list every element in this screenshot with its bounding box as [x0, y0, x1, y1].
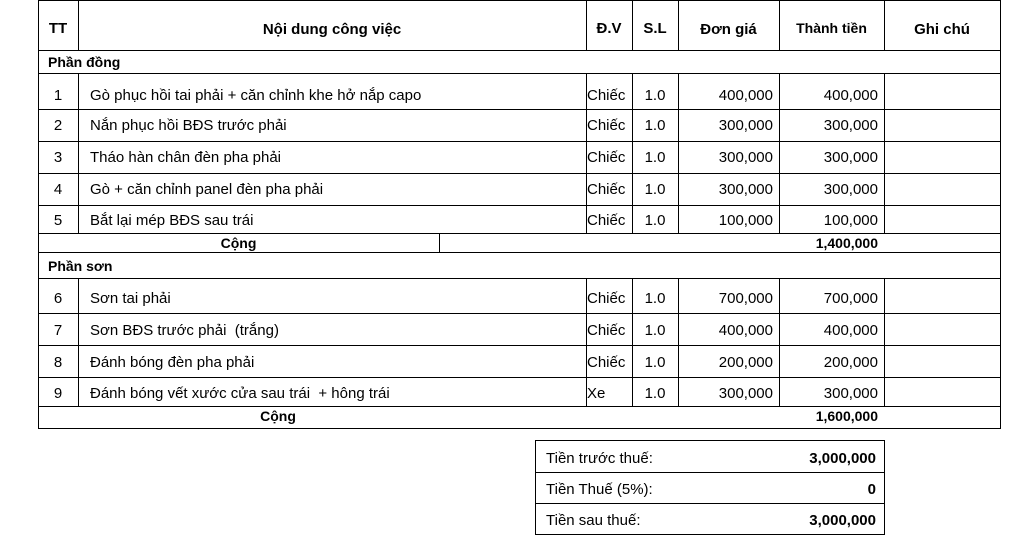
- col-divider: [78, 73, 79, 233]
- tax-value: 0: [867, 481, 876, 498]
- row-unit: Chiếc: [587, 354, 626, 371]
- row-divider: [38, 109, 1001, 110]
- summary-border: [535, 472, 885, 473]
- header-content: Nội dung công việc: [262, 21, 402, 38]
- row-amount: 300,000: [823, 117, 878, 134]
- tax-label: Tiền Thuế (5%):: [546, 481, 653, 498]
- row-qty: 1.0: [644, 385, 666, 402]
- row-divider: [38, 278, 1001, 279]
- header-divider: [38, 50, 1001, 51]
- row-price: 700,000: [718, 290, 773, 307]
- header-qty: S.L: [643, 20, 667, 37]
- pre-tax-value: 3,000,000: [809, 450, 876, 467]
- row-qty: 1.0: [644, 181, 666, 198]
- row-divider: [38, 345, 1001, 346]
- row-description: Đánh bóng đèn pha phải: [90, 354, 255, 371]
- subtotal-value: 1,400,000: [815, 235, 878, 251]
- row-unit: Chiếc: [587, 212, 626, 229]
- row-number: 6: [53, 290, 63, 307]
- col-divider: [78, 278, 79, 407]
- row-price: 400,000: [718, 87, 773, 104]
- row-qty: 1.0: [644, 354, 666, 371]
- row-divider: [38, 73, 1001, 74]
- header-unit: Đ.V: [596, 20, 622, 37]
- after-tax-label: Tiền sau thuế:: [546, 512, 641, 529]
- row-number: 9: [53, 385, 63, 402]
- row-unit: Chiếc: [587, 290, 626, 307]
- subtotal-value: 1,600,000: [815, 408, 878, 424]
- pre-tax-label: Tiền trước thuế:: [546, 450, 653, 467]
- row-divider: [38, 205, 1001, 206]
- summary-border: [535, 440, 536, 535]
- row-divider: [38, 252, 1001, 253]
- after-tax-value: 3,000,000: [809, 512, 876, 529]
- row-price: 200,000: [718, 354, 773, 371]
- row-amount: 300,000: [823, 149, 878, 166]
- row-unit: Chiếc: [587, 117, 626, 134]
- row-description: Gò + căn chỉnh panel đèn pha phải: [90, 181, 324, 198]
- row-price: 400,000: [718, 322, 773, 339]
- row-description: Gò phục hồi tai phải + căn chỉnh khe hở nắp capo: [90, 87, 422, 104]
- header-amount: Thành tiền: [796, 20, 867, 36]
- row-amount: 300,000: [823, 181, 878, 198]
- subtotal-label: Cộng: [260, 408, 296, 424]
- row-unit: Xe: [587, 385, 606, 402]
- row-qty: 1.0: [644, 322, 666, 339]
- row-number: 7: [53, 322, 63, 339]
- row-description: Đánh bóng vết xước cửa sau trái + hông trái: [90, 385, 390, 402]
- row-amount: 400,000: [823, 87, 878, 104]
- row-qty: 1.0: [644, 87, 666, 104]
- row-description: Bắt lại mép BĐS sau trái: [90, 212, 254, 229]
- row-divider: [38, 173, 1001, 174]
- row-number: 1: [53, 87, 63, 104]
- table-border: [38, 0, 1001, 1]
- row-amount: 100,000: [823, 212, 878, 229]
- row-divider: [38, 141, 1001, 142]
- header-tt: TT: [48, 20, 68, 37]
- row-number: 4: [53, 181, 63, 198]
- summary-border: [535, 503, 885, 504]
- col-divider: [884, 73, 885, 233]
- quotation-table: [38, 0, 1001, 429]
- row-divider: [38, 313, 1001, 314]
- row-description: Sơn BĐS trước phải (trắng): [90, 322, 279, 339]
- row-unit: Chiếc: [587, 87, 626, 104]
- row-unit: Chiếc: [587, 181, 626, 198]
- summary-border: [535, 534, 885, 535]
- row-description: Nắn phục hồi BĐS trước phải: [90, 117, 287, 134]
- col-divider: [439, 233, 440, 253]
- row-price: 300,000: [718, 149, 773, 166]
- row-amount: 300,000: [823, 385, 878, 402]
- summary-border: [884, 440, 885, 535]
- row-qty: 1.0: [644, 212, 666, 229]
- header-note: Ghi chú: [914, 21, 970, 38]
- subtotal-label: Cộng: [220, 235, 257, 251]
- row-amount: 700,000: [823, 290, 878, 307]
- row-amount: 200,000: [823, 354, 878, 371]
- row-price: 100,000: [718, 212, 773, 229]
- row-number: 8: [53, 354, 63, 371]
- row-number: 5: [53, 212, 63, 229]
- row-price: 300,000: [718, 385, 773, 402]
- row-amount: 400,000: [823, 322, 878, 339]
- row-unit: Chiếc: [587, 149, 626, 166]
- section-title: Phần sơn: [48, 258, 113, 274]
- section-title: Phần đồng: [48, 54, 121, 70]
- row-number: 2: [53, 117, 63, 134]
- row-number: 3: [53, 149, 63, 166]
- row-price: 300,000: [718, 181, 773, 198]
- table-border: [1000, 0, 1001, 429]
- col-divider: [884, 278, 885, 407]
- row-divider: [38, 377, 1001, 378]
- row-qty: 1.0: [644, 149, 666, 166]
- row-price: 300,000: [718, 117, 773, 134]
- row-unit: Chiếc: [587, 322, 626, 339]
- row-description: Sơn tai phải: [90, 290, 171, 307]
- row-qty: 1.0: [644, 117, 666, 134]
- row-description: Tháo hàn chân đèn pha phải: [90, 149, 281, 166]
- tax-summary-box: [535, 440, 885, 535]
- header-price: Đơn giá: [700, 21, 757, 38]
- row-qty: 1.0: [644, 290, 666, 307]
- table-border: [38, 428, 1001, 429]
- summary-border: [535, 440, 885, 441]
